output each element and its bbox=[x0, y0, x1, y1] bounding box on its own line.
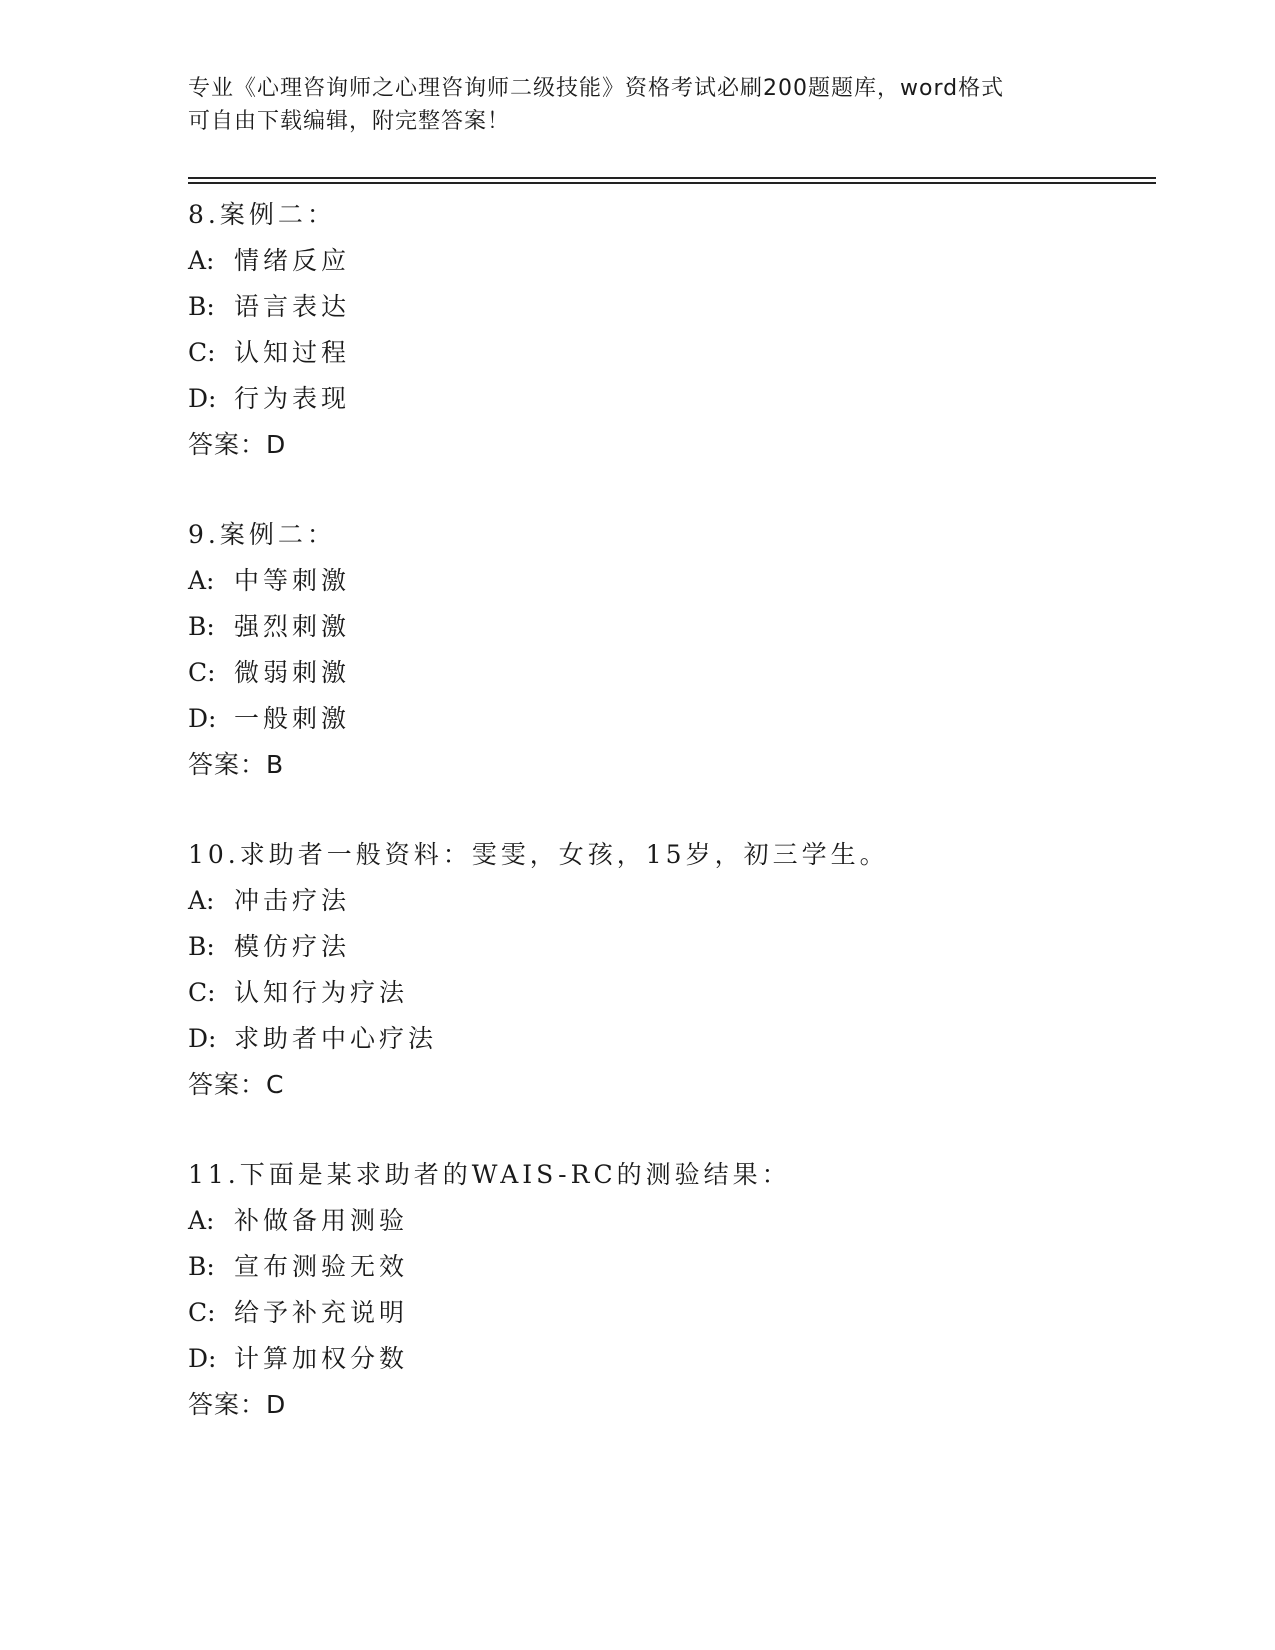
option-d bbox=[188, 696, 1148, 742]
question-stem: 11.下面是某求助者的WAIS-RC的测验结果： bbox=[188, 1160, 791, 1189]
option-key: D: bbox=[188, 1344, 217, 1373]
option-b bbox=[188, 284, 1148, 330]
option-b bbox=[188, 1244, 1148, 1290]
option-text: 中等刺激 bbox=[234, 566, 351, 595]
answer-label: 答案：C bbox=[188, 1070, 285, 1099]
question-stem: 10.求助者一般资料：雯雯，女孩，15岁，初三学生。 bbox=[188, 840, 889, 869]
answer-label: 答案：D bbox=[188, 430, 287, 459]
option-text: 补做备用测验 bbox=[234, 1206, 409, 1235]
option-a bbox=[188, 1198, 1148, 1244]
option-text: 认知过程 bbox=[234, 338, 351, 367]
option-d bbox=[188, 1016, 1148, 1062]
option-key: D: bbox=[188, 384, 217, 413]
option-text: 求助者中心疗法 bbox=[234, 1024, 438, 1053]
option-key: B: bbox=[188, 1252, 215, 1281]
option-text: 模仿疗法 bbox=[234, 932, 351, 961]
option-b bbox=[188, 924, 1148, 970]
option-d bbox=[188, 376, 1148, 422]
option-key: D: bbox=[188, 704, 217, 733]
option-c bbox=[188, 970, 1148, 1016]
option-key: A: bbox=[188, 1206, 215, 1235]
question-item bbox=[188, 512, 1148, 788]
header-title-line-1: 专业《心理咨询师之心理咨询师二级技能》资格考试必刷200题题库，word格式 bbox=[188, 76, 1005, 101]
option-text: 行为表现 bbox=[234, 384, 351, 413]
option-text: 语言表达 bbox=[234, 292, 351, 321]
option-d bbox=[188, 1336, 1148, 1382]
option-a bbox=[188, 238, 1148, 284]
question-item bbox=[188, 832, 1148, 1108]
option-text: 情绪反应 bbox=[234, 246, 351, 275]
option-key: C: bbox=[188, 658, 216, 687]
option-c bbox=[188, 650, 1148, 696]
question-stem: 9.案例二： bbox=[188, 520, 336, 549]
option-key: A: bbox=[188, 246, 215, 275]
option-text: 宣布测验无效 bbox=[234, 1252, 409, 1281]
option-a bbox=[188, 878, 1148, 924]
header-divider-bottom bbox=[188, 182, 1156, 184]
question-item bbox=[188, 192, 1148, 468]
option-text: 强烈刺激 bbox=[234, 612, 351, 641]
option-key: A: bbox=[188, 886, 215, 915]
option-b bbox=[188, 604, 1148, 650]
option-key: A: bbox=[188, 566, 215, 595]
option-c bbox=[188, 1290, 1148, 1336]
option-text: 一般刺激 bbox=[234, 704, 351, 733]
answer-label: 答案：B bbox=[188, 750, 285, 779]
question-stem: 8.案例二： bbox=[188, 200, 336, 229]
document-header bbox=[188, 72, 1088, 138]
option-key: B: bbox=[188, 932, 215, 961]
option-key: B: bbox=[188, 292, 215, 321]
option-text: 给予补充说明 bbox=[234, 1298, 409, 1327]
option-key: B: bbox=[188, 612, 215, 641]
option-c bbox=[188, 330, 1148, 376]
question-item bbox=[188, 1152, 1148, 1428]
answer-label: 答案：D bbox=[188, 1390, 287, 1419]
question-list bbox=[188, 192, 1148, 1472]
option-a bbox=[188, 558, 1148, 604]
option-key: C: bbox=[188, 978, 216, 1007]
option-key: D: bbox=[188, 1024, 217, 1053]
option-key: C: bbox=[188, 1298, 216, 1327]
option-text: 冲击疗法 bbox=[234, 886, 351, 915]
header-divider-top bbox=[188, 177, 1156, 179]
option-key: C: bbox=[188, 338, 216, 367]
option-text: 计算加权分数 bbox=[234, 1344, 409, 1373]
header-title-line-2: 可自由下载编辑，附完整答案！ bbox=[188, 109, 511, 134]
option-text: 微弱刺激 bbox=[234, 658, 351, 687]
option-text: 认知行为疗法 bbox=[234, 978, 409, 1007]
